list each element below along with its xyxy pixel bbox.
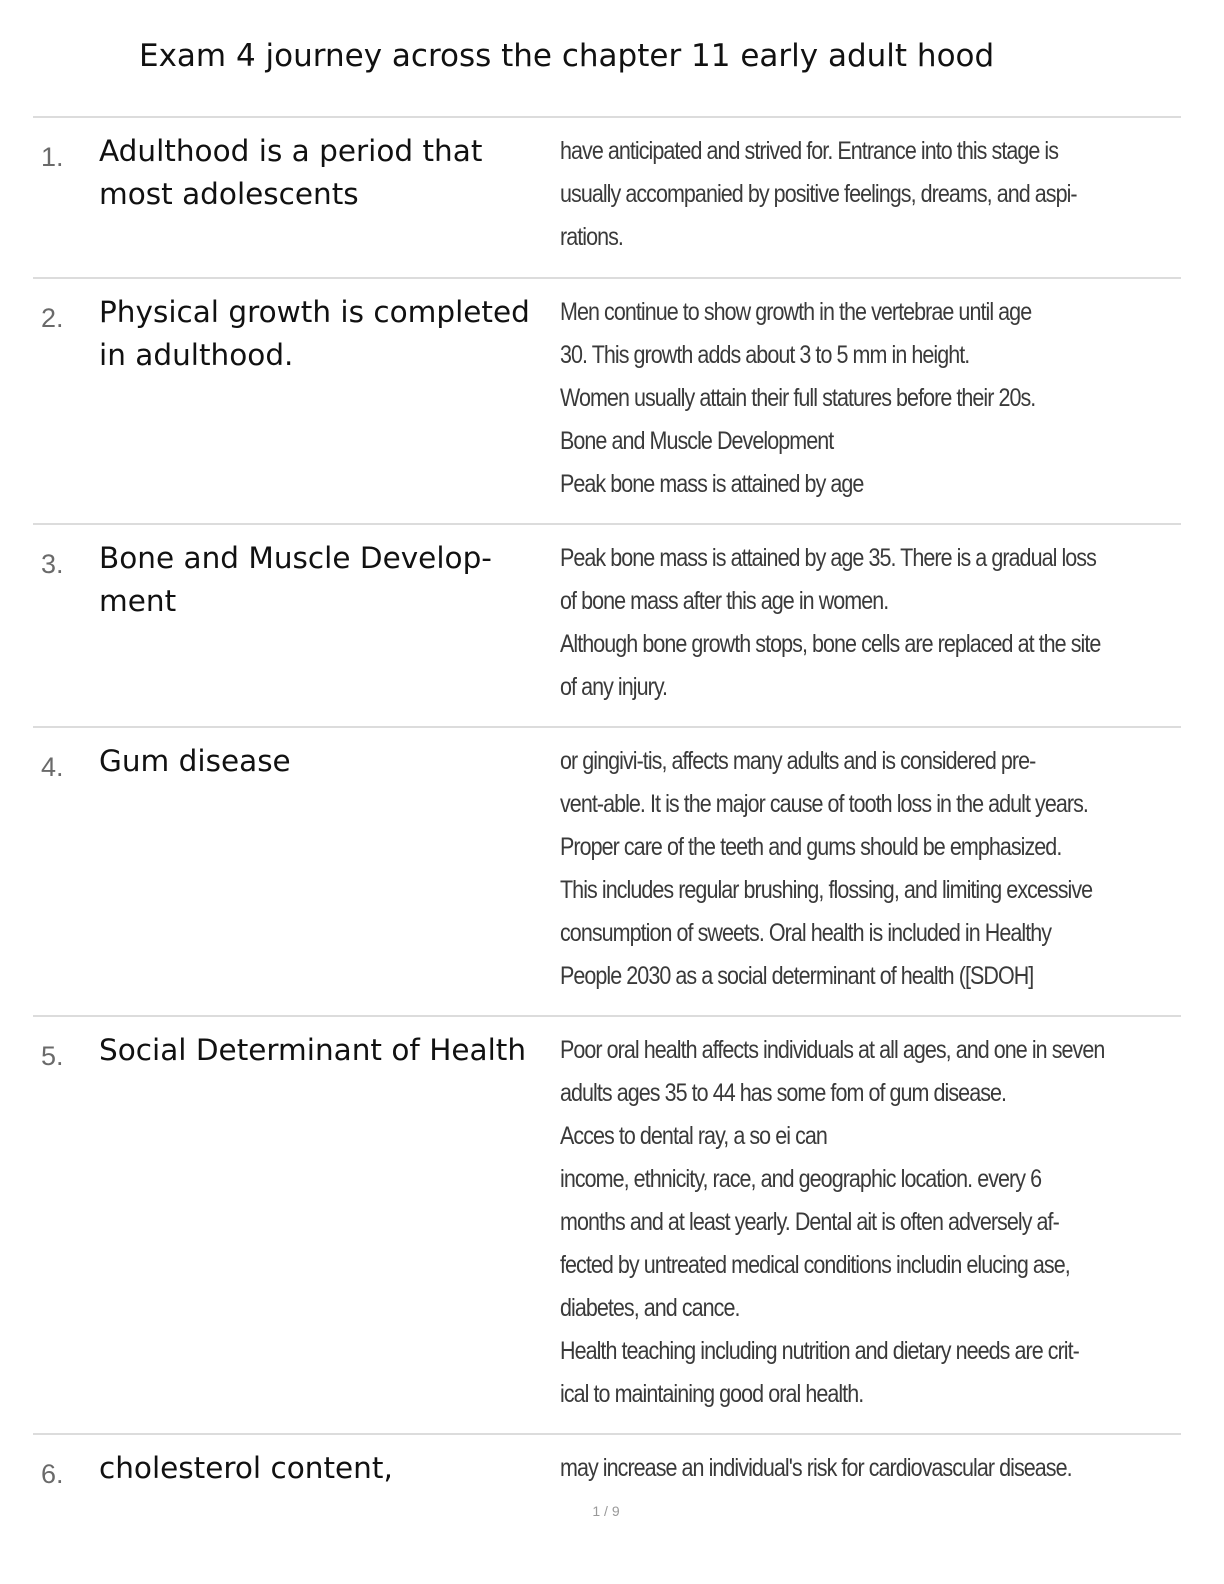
card-definition [560, 291, 1172, 506]
definition-line: have anticipated and strived for. Entrance into this stage is [560, 137, 1059, 165]
flashcard-5 [33, 1015, 1181, 1433]
term-line: Social Determinant of Health [99, 1033, 527, 1067]
card-definition [560, 537, 1172, 709]
definition-line: Women usually attain their full statures before their 20s. [560, 384, 1036, 412]
card-definition [560, 1447, 1172, 1490]
flashcard-list [33, 116, 1181, 1503]
card-number: 5. [41, 1041, 64, 1071]
card-definition [560, 130, 1172, 259]
definition-line: may increase an individual's risk for cardiovascular disease. [560, 1454, 1072, 1482]
card-term [99, 740, 539, 783]
term-line: Gum disease [99, 744, 291, 778]
card-term [99, 1029, 539, 1072]
term-line: most adolescents [99, 177, 359, 211]
card-term [99, 291, 539, 377]
card-number: 6. [41, 1459, 64, 1489]
card-term [99, 537, 539, 623]
definition-line: of bone mass after this age in women. [560, 587, 889, 615]
card-number: 1. [41, 142, 64, 172]
definition-line: Men continue to show growth in the vertebrae until age [560, 298, 1032, 326]
flashcard-1 [33, 116, 1181, 277]
card-number: 3. [41, 549, 64, 579]
flashcard-4 [33, 726, 1181, 1015]
card-term [99, 1447, 539, 1490]
term-line: cholesterol content, [99, 1451, 393, 1485]
definition-line: Bone and Muscle Development [560, 427, 834, 455]
card-term [99, 130, 539, 216]
page-title: Exam 4 journey across the chapter 11 early adult hood [139, 38, 995, 74]
definition-line: Poor oral health affects individuals at all ages, and one in seven [560, 1036, 1105, 1064]
definition-line: or gingivi-tis, affects many adults and is considered pre- [560, 747, 1036, 775]
flashcard-3 [33, 523, 1181, 726]
definition-line: People 2030 as a social determinant of health ([SDOH] [560, 962, 1034, 990]
flashcard-6 [33, 1433, 1181, 1503]
definition-line: Proper care of the teeth and gums should be emphasized. [560, 833, 1062, 861]
definition-line: 30. This growth adds about 3 to 5 mm in height. [560, 341, 970, 369]
term-line: Physical growth is completed [99, 295, 530, 329]
term-line: ment [99, 584, 177, 618]
definition-line: vent-able. It is the major cause of tooth loss in the adult years. [560, 790, 1088, 818]
definition-line: diabetes, and cance. [560, 1294, 740, 1322]
definition-line: income, ethnicity, race, and geographic location. every 6 [560, 1165, 1042, 1193]
definition-line: This includes regular brushing, flossing, and limiting excessive [560, 876, 1093, 904]
definition-line: Although bone growth stops, bone cells are replaced at the site [560, 630, 1101, 658]
definition-line: rations. [560, 223, 623, 251]
definition-line: Peak bone mass is attained by age 35. There is a gradual loss [560, 544, 1096, 572]
page-number: 1 / 9 [592, 1503, 620, 1519]
definition-line: Peak bone mass is attained by age [560, 470, 864, 498]
definition-line: months and at least yearly. Dental ait is often adversely af- [560, 1208, 1059, 1236]
definition-line: Health teaching including nutrition and dietary needs are crit- [560, 1337, 1079, 1365]
card-number: 4. [41, 752, 64, 782]
definition-line: fected by untreated medical conditions includin elucing ase, [560, 1251, 1070, 1279]
definition-line: usually accompanied by positive feelings, dreams, and aspi- [560, 180, 1077, 208]
flashcard-2 [33, 277, 1181, 523]
definition-line: ical to maintaining good oral health. [560, 1380, 864, 1408]
definition-line: Acces to dental ray, a so ei can [560, 1122, 827, 1150]
definition-line: of any injury. [560, 673, 668, 701]
definition-line: adults ages 35 to 44 has some fom of gum disease. [560, 1079, 1007, 1107]
term-line: Bone and Muscle Develop- [99, 541, 492, 575]
card-number: 2. [41, 303, 64, 333]
card-definition [560, 1029, 1172, 1416]
definition-line: consumption of sweets. Oral health is included in Healthy [560, 919, 1052, 947]
card-definition [560, 740, 1172, 998]
term-line: in adulthood. [99, 338, 294, 372]
term-line: Adulthood is a period that [99, 134, 483, 168]
